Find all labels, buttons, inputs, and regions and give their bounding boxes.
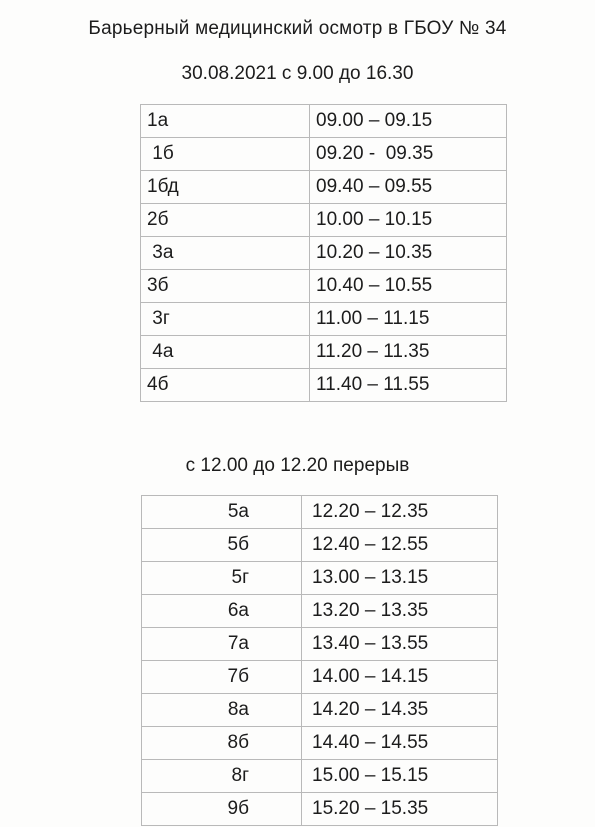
time-cell: 10.00 – 10.15 — [310, 204, 507, 237]
time-cell: 11.20 – 11.35 — [310, 336, 507, 369]
time-cell: 13.40 – 13.55 — [302, 628, 498, 661]
table-row — [141, 204, 507, 237]
time-cell: 13.20 – 13.35 — [302, 595, 498, 628]
time-cell: 12.40 – 12.55 — [302, 529, 498, 562]
class-cell: 3г — [141, 303, 310, 336]
schedule-table-morning — [140, 104, 507, 402]
time-cell: 15.00 – 15.15 — [302, 760, 498, 793]
break-note: с 12.00 до 12.20 перерыв — [185, 455, 410, 476]
time-cell: 10.20 – 10.35 — [310, 237, 507, 270]
table-row — [141, 303, 507, 336]
time-cell: 11.00 – 11.15 — [310, 303, 507, 336]
class-cell: 6а — [142, 595, 302, 628]
table-row — [141, 171, 507, 204]
time-cell: 14.20 – 14.35 — [302, 694, 498, 727]
document-subtitle: 30.08.2021 с 9.00 до 16.30 — [181, 63, 414, 84]
class-cell: 8б — [142, 727, 302, 760]
time-cell: 10.40 – 10.55 — [310, 270, 507, 303]
table-row — [142, 529, 498, 562]
table-row — [141, 105, 507, 138]
time-cell: 11.40 – 11.55 — [310, 369, 507, 402]
class-cell: 4б — [141, 369, 310, 402]
class-cell: 2б — [141, 204, 310, 237]
class-cell: 3а — [141, 237, 310, 270]
table-row — [141, 270, 507, 303]
class-cell: 1бд — [141, 171, 310, 204]
class-cell: 7б — [142, 661, 302, 694]
document-title: Барьерный медицинский осмотр в ГБОУ № 34 — [88, 18, 507, 39]
table-row — [141, 336, 507, 369]
class-cell: 4а — [141, 336, 310, 369]
class-cell: 7а — [142, 628, 302, 661]
table-row — [142, 595, 498, 628]
time-cell: 12.20 – 12.35 — [302, 496, 498, 529]
table-row — [142, 628, 498, 661]
time-cell: 15.20 – 15.35 — [302, 793, 498, 826]
table-row — [142, 562, 498, 595]
time-cell: 09.40 – 09.55 — [310, 171, 507, 204]
time-cell: 09.00 – 09.15 — [310, 105, 507, 138]
class-cell: 9б — [142, 793, 302, 826]
class-cell: 5а — [142, 496, 302, 529]
table-row — [141, 237, 507, 270]
class-cell: 8а — [142, 694, 302, 727]
table-row — [141, 138, 507, 171]
schedule-table-afternoon — [141, 495, 498, 826]
time-cell: 13.00 – 13.15 — [302, 562, 498, 595]
class-cell: 1б — [141, 138, 310, 171]
time-cell: 09.20 - 09.35 — [310, 138, 507, 171]
time-cell: 14.00 – 14.15 — [302, 661, 498, 694]
class-cell: 1а — [141, 105, 310, 138]
table-row — [142, 661, 498, 694]
time-cell: 14.40 – 14.55 — [302, 727, 498, 760]
table-row — [141, 369, 507, 402]
class-cell: 5г — [142, 562, 302, 595]
table-row — [142, 760, 498, 793]
class-cell: 5б — [142, 529, 302, 562]
table-row — [142, 694, 498, 727]
class-cell: 3б — [141, 270, 310, 303]
table-row — [142, 727, 498, 760]
class-cell: 8г — [142, 760, 302, 793]
table-row — [142, 793, 498, 826]
table-row — [142, 496, 498, 529]
